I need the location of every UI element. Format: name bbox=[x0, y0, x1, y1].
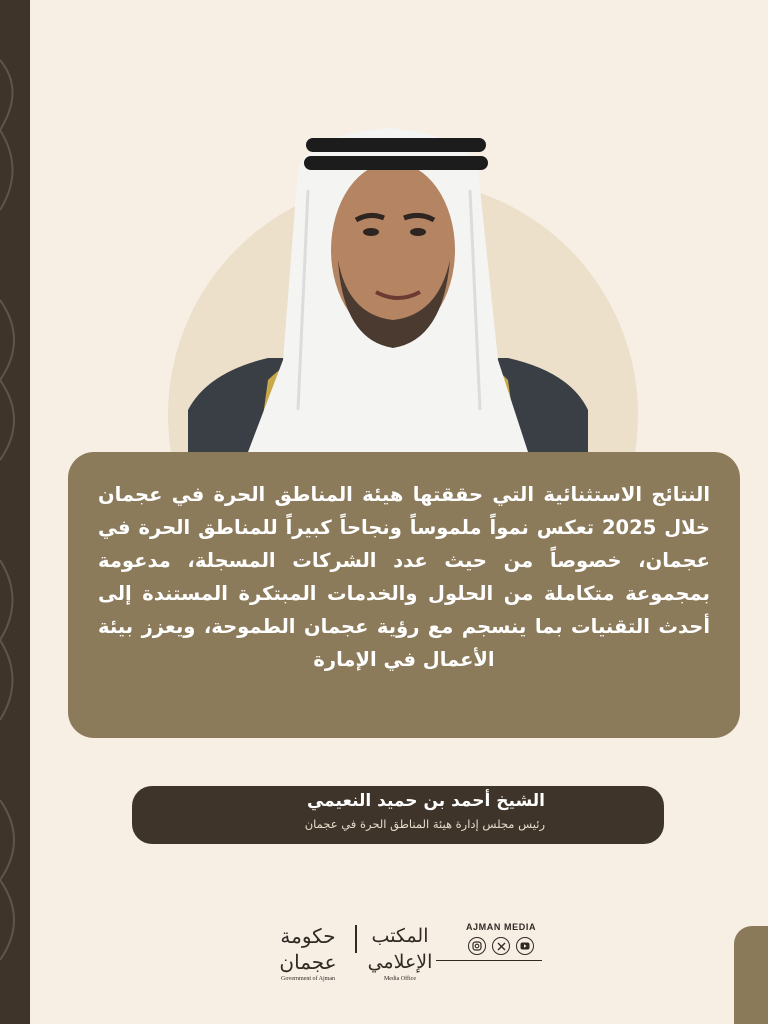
ajman-media-label: AJMAN MEDIA bbox=[465, 922, 537, 932]
x-icon[interactable] bbox=[492, 937, 510, 955]
ajman-media-block bbox=[460, 921, 542, 955]
media-logo-arabic: المكتب الإعلامي bbox=[367, 925, 433, 973]
media-office-logo bbox=[360, 923, 440, 983]
footer-logos bbox=[260, 915, 560, 982]
media-logo-english: Media Office bbox=[383, 976, 417, 982]
left-decorative-bar bbox=[0, 0, 30, 1024]
ajman-media-underline bbox=[436, 960, 542, 961]
instagram-icon[interactable] bbox=[468, 937, 486, 955]
social-icons-row bbox=[460, 937, 542, 955]
gov-logo-english: Government of Ajman bbox=[281, 976, 335, 982]
right-decorative-tab bbox=[734, 926, 768, 1024]
quote-text: النتائج الاستثنائية التي حققتها هيئة المناطق الحرة في عجمان خلال 2025 تعكس نمواً ملموساً ونجاحاً كبيراً للمناطق الحرة في عجمان، خصوصاً من حيث عدد الشركات المسجلة، مدعومة بمجموعة متكاملة من الحلول والخدمات المبتكرة المستندة إلى أحدث التقنيات بما ينسجم مع رؤية عجمان الطموحة، ويعزز بيئة الأعمال في الإمارة bbox=[98, 483, 710, 671]
gov-logo-arabic: حكومة عجمان bbox=[279, 924, 337, 974]
government-of-ajman-logo bbox=[268, 923, 348, 983]
attribution-name: الشيخ أحمد بن حميد النعيمي bbox=[306, 791, 545, 811]
logo-separator bbox=[355, 925, 357, 953]
arabesque-pattern bbox=[0, 0, 30, 1024]
portrait-image bbox=[188, 110, 588, 452]
youtube-icon[interactable] bbox=[516, 937, 534, 955]
attribution-title: رئيس مجلس إدارة هيئة المناطق الحرة في عجمان bbox=[304, 817, 545, 831]
